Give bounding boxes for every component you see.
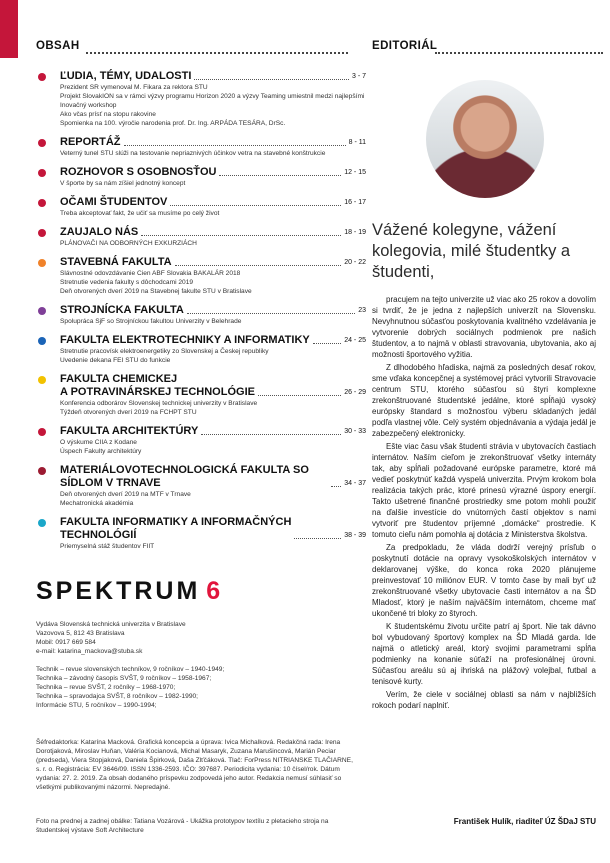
editorial-header-divider xyxy=(435,52,603,54)
toc-dot-leader xyxy=(331,486,341,487)
toc-article[interactable]: Slávnostné odovzdávanie Cien ABF Slovakia BAKALÁR 2018 xyxy=(60,270,241,277)
editorial-paragraph: pracujem na tejto univerzite už viac ako 25 rokov a dovolím si tvrdiť, že je jedna z najlepších univerzít na Slovensku. Nevyhnutnou súčasťou poskytovania kvalitného vzdelávania je vytvorenie dobrých sociálnych podmienok pre našich študentov, a to najmä v oblasti stravovania, ubytovania, ako aj možnosti športového vyžitia. xyxy=(372,295,596,359)
toc-article[interactable]: PLÁNOVAČI NA ODBORNÝCH EXKURZIÁCH xyxy=(60,240,197,247)
toc-section-heading[interactable] xyxy=(60,464,366,490)
publication-history xyxy=(36,665,356,710)
table-of-contents xyxy=(36,70,366,559)
publisher-info xyxy=(36,620,356,656)
editorial-header: EDITORIÁL xyxy=(372,40,438,52)
toc-section-heading[interactable] xyxy=(60,196,366,209)
toc-article[interactable]: Uvedenie dekana FEI STU do funkcie xyxy=(60,357,171,364)
toc-section xyxy=(36,425,366,456)
toc-page-range: 38 - 39 xyxy=(344,532,366,539)
toc-page-range: 8 - 11 xyxy=(348,139,366,146)
toc-section-heading[interactable] xyxy=(60,256,366,269)
toc-dot-leader xyxy=(124,145,346,146)
toc-section-title: OČAMI ŠTUDENTOV xyxy=(60,196,168,208)
editorial-paragraph: Za predpokladu, že vláda dodrží verejný prísľub o poskytnutí dotácie na opravy vysokoškolských internátov v deklarovanej výške, do konca roka 2020 plánujeme preinvestovať 10 miliónov EUR. V tomto čase by mali byť už zrekonštruované všetky ubytovacie časti internátov a na ŠD Mladosť, ktorý je naším najväčším internátom, chceme mať ukončené tri bloky zo štyroch. xyxy=(372,543,596,618)
toc-page-range: 23 xyxy=(358,307,366,314)
toc-page-range: 24 - 25 xyxy=(344,337,366,344)
toc-dot-leader xyxy=(294,538,341,539)
editorial-paragraph: Z dlhodobého hľadiska, najmä za posledných desať rokov, sme vďaka koncepčnej a systémovej práci vytvorili Stravovacie centrum STU, ktorého súčasťou sú štyri komplexne zrekonštruované študentské jedálne, ktoré spĺňajú vysoký európsky štandard s možnosťou výberu skladaných jedál podľa vlastnej vôle. Celý systém objednávania a výdaja jedál je zabezpečený elektronicky. xyxy=(372,363,596,438)
editorial-paragraph: Verím, že ciele v sociálnej oblasti sa nám v najbližších rokoch podarí naplniť. xyxy=(372,690,596,710)
toc-section xyxy=(36,196,366,218)
toc-page-range: 18 - 19 xyxy=(344,229,366,236)
magazine-name: SPEKTRUM xyxy=(36,577,201,605)
toc-section-title: STAVEBNÁ FAKULTA xyxy=(60,256,172,268)
history-line: Informácie STU, 5 ročníkov – 1990-1994; xyxy=(36,702,157,709)
toc-section xyxy=(36,256,366,296)
toc-page-range: 20 - 22 xyxy=(344,259,366,266)
toc-section-title: FAKULTA ARCHITEKTÚRY xyxy=(60,425,199,437)
author-portrait xyxy=(426,80,544,198)
editorial-paragraph: Ešte viac času však študenti strávia v ubytovacích častiach internátov. Naším cieľom je zrekonštruovať všetky internáty tak, aby spĺňali požadované európske parametre, ktoré má vedieť poskytnúť každá vyspelá univerzita. Prvým krokom bola realizácia takých prác, ktoré prinesú výrazné úspory energií. Takto ušetrené finančné prostriedky sme potom mohli použiť na ďalšie investície do vnútorných častí objektov s nami vytvoriť pre študentov príjemné „domácke“ prostredie. K tomuto cieľu nám pomohla aj dotácia z Ministerstva školstva. xyxy=(372,442,596,539)
section-bullet-icon xyxy=(38,337,46,345)
toc-article[interactable]: Stretnutie pracovísk elektroenergetiky zo Slovenskej a Českej republiky xyxy=(60,348,269,355)
section-bullet-icon xyxy=(38,519,46,527)
toc-section xyxy=(36,166,366,188)
toc-article[interactable]: Spomienka na 100. výročie narodenia prof. Dr. Ing. ARPÁDA TESÁRA, DrSc. xyxy=(60,120,286,127)
toc-page-range: 30 - 33 xyxy=(344,428,366,435)
section-bullet-icon xyxy=(38,307,46,315)
toc-article[interactable]: V športe by sa nám zíšiel jednotný koncept xyxy=(60,180,186,187)
history-line: Technik – revue slovenských techníkov, 9 ročníkov – 1940-1949; xyxy=(36,666,225,673)
toc-section-title: FAKULTA CHEMICKEJ A POTRAVINÁRSKEJ TECHNOLÓGIE xyxy=(60,373,255,398)
toc-article[interactable]: Veterný tunel STU slúži na testovanie nepriaznivých účinkov vetra na stavebné konštrukcie xyxy=(60,150,326,157)
toc-section-title: FAKULTA INFORMATIKY A INFORMAČNÝCH TECHNOLÓGIÍ xyxy=(60,516,292,541)
toc-article[interactable]: Deň otvorených dverí 2019 na Stavebnej fakulte STU v Bratislave xyxy=(60,288,252,295)
history-line: Technika – spravodajca SVŠT, 8 ročníkov – 1982-1990; xyxy=(36,693,199,700)
editorial-greeting: Vážené kolegyne, vážení kolegovia, milé študentky a študenti, xyxy=(372,221,571,281)
toc-article[interactable]: O výskume CIIA z Kodane xyxy=(60,439,137,446)
editorial-paragraph: K študentskému životu určite patrí aj šport. Nie tak dávno bol vybudovaný športový komplex na ŠD Mladá garda. Ide najmä o atletický areál, ktorý svojimi parametrami spĺňa podmienky na konanie súťaží na profesionálnej úrovni. Súčasťou areálu sú aj ihriská na plážový volejbal, futbal a tenisové kurty. xyxy=(372,622,596,686)
toc-section-heading[interactable] xyxy=(60,226,366,239)
toc-section-heading[interactable] xyxy=(60,373,366,399)
toc-section-heading[interactable] xyxy=(60,425,366,438)
history-line: Technika – revue SVŠT, 2 ročníky – 1968-1970; xyxy=(36,684,176,691)
toc-dot-leader xyxy=(170,205,341,206)
toc-section xyxy=(36,304,366,326)
toc-page-range: 3 - 7 xyxy=(351,73,366,80)
history-line: Technika – závodný časopis SVŠT, 9 ročníkov – 1958-1967; xyxy=(36,675,212,682)
publisher-line: Vazovova 5, 812 43 Bratislava xyxy=(36,630,125,637)
toc-dot-leader xyxy=(175,265,342,266)
publisher-line: Vydáva Slovenská technická univerzita v Bratislave xyxy=(36,621,186,628)
section-bullet-icon xyxy=(38,139,46,147)
issue-number: 6 xyxy=(206,577,224,605)
section-bullet-icon xyxy=(38,428,46,436)
toc-section xyxy=(36,334,366,365)
corner-red-bar xyxy=(0,0,18,58)
toc-dot-leader xyxy=(219,175,341,176)
toc-dot-leader xyxy=(313,343,341,344)
cover-photo-credit: Foto na prednej a zadnej obálke: Tatiana Vozárová - Ukážka prototypov textílu z pletacieho stroja na študentskej výstave Soft Architecture xyxy=(36,818,329,834)
toc-article[interactable]: Stretnutie vedenia fakulty s dôchodcami 2019 xyxy=(60,279,194,286)
toc-section-heading[interactable] xyxy=(60,334,366,347)
toc-article[interactable]: Ako včas prísť na stopu rakovine xyxy=(60,111,156,118)
toc-page-range: 16 - 17 xyxy=(344,199,366,206)
publisher-line: Mobil: 0917 669 584 xyxy=(36,639,96,646)
toc-section xyxy=(36,373,366,417)
toc-article[interactable]: Konferencia odborárov Slovenskej technickej univerzity v Bratislave xyxy=(60,400,258,407)
toc-section xyxy=(36,70,366,128)
toc-dot-leader xyxy=(187,313,355,314)
editorial-credits: Šéfredaktorka: Katarína Macková. Grafická koncepcia a úprava: Ivica Michalková. Redakčná rada: Irena Dorotjaková, Miroslav Huňan, Valéria Kocianová, Michal Masaryk, Zuzana Marušincová, Marián Peciar (predseda), Viera Stopjaková, Daniela Špirková, Daša Zlťčáková. Tlač: ForPress NITRIANSKE TLAČIARNE, s. r. o. Registrácia: EV 3646/09. ISSN 1336-2593. IČO: 397687. Periodicita vydania: 10 čísel/rok. Dátum vydania: 27. 2. 2019. Za obsah dodaného príspevku zodpovedá jeho autor. Redakcia nemusí súhlasiť so všetkými publikovanými názormi. Nepredajné. xyxy=(36,739,353,791)
toc-section xyxy=(36,464,366,508)
toc-article[interactable]: Inovačný workshop xyxy=(60,102,117,109)
toc-article[interactable]: Spolupráca SjF so Strojníckou fakultou Univerzity v Belehrade xyxy=(60,318,242,325)
magazine-title xyxy=(36,577,223,606)
publisher-line: e-mail: katarina_mackova@stuba.sk xyxy=(36,648,143,655)
toc-article[interactable]: Deň otvorených dverí 2019 na MTF v Trnave xyxy=(60,491,191,498)
toc-article[interactable]: Úspech Fakulty architektúry xyxy=(60,448,142,455)
toc-section xyxy=(36,226,366,248)
toc-article[interactable]: Týždeň otvorených dverí 2019 na FCHPT STU xyxy=(60,409,197,416)
section-bullet-icon xyxy=(38,73,46,81)
toc-section-title: STROJNÍCKA FAKULTA xyxy=(60,304,184,316)
section-bullet-icon xyxy=(38,467,46,475)
toc-section-heading[interactable] xyxy=(60,136,366,149)
toc-section-title: FAKULTA ELEKTROTECHNIKY A INFORMATIKY xyxy=(60,334,310,346)
toc-section-heading[interactable] xyxy=(60,70,366,83)
toc-section-title: ZAUJALO NÁS xyxy=(60,226,139,238)
editorial-body xyxy=(372,294,596,713)
toc-article[interactable]: Prezident SR vymenoval M. Fikara za rektora STU xyxy=(60,84,208,91)
toc-page-range: 34 - 37 xyxy=(344,480,366,487)
toc-article[interactable]: Projekt SlovakION sa v rámci výzvy programu Horizon 2020 a výzvy Teaming umiestnil medzi najlepšími xyxy=(60,93,365,100)
toc-dot-leader xyxy=(201,434,341,435)
toc-section-title: ROZHOVOR S OSOBNOSŤOU xyxy=(60,166,217,178)
toc-section xyxy=(36,136,366,158)
toc-section-title: REPORTÁŽ xyxy=(60,136,121,148)
toc-article[interactable]: Priemyselná stáž študentov FIIT xyxy=(60,543,155,550)
toc-page-range: 26 - 29 xyxy=(344,389,366,396)
section-bullet-icon xyxy=(38,259,46,267)
toc-dot-leader xyxy=(194,79,349,80)
toc-dot-leader xyxy=(141,235,341,236)
section-bullet-icon xyxy=(38,199,46,207)
contents-header-divider xyxy=(86,52,348,54)
editorial-signature: František Hulík, riaditeľ ÚZ ŠDaJ STU xyxy=(453,817,596,826)
toc-section-title: ĽUDIA, TÉMY, UDALOSTI xyxy=(60,70,192,82)
toc-dot-leader xyxy=(258,395,341,396)
contents-header: OBSAH xyxy=(36,40,80,52)
toc-page-range: 12 - 15 xyxy=(344,169,366,176)
toc-article[interactable]: Treba akceptovať fakt, že učiť sa musíme po celý život xyxy=(60,210,220,217)
toc-section-title: MATERIÁLOVOTECHNOLOGICKÁ FAKULTA SO SÍDLOM V TRNAVE xyxy=(60,464,309,489)
toc-section xyxy=(36,516,366,551)
toc-section-heading[interactable] xyxy=(60,304,366,317)
section-bullet-icon xyxy=(38,169,46,177)
section-bullet-icon xyxy=(38,376,46,384)
toc-article[interactable]: Mechatronická akadémia xyxy=(60,500,134,507)
section-bullet-icon xyxy=(38,229,46,237)
toc-section-heading[interactable] xyxy=(60,166,366,179)
toc-section-heading[interactable] xyxy=(60,516,366,542)
